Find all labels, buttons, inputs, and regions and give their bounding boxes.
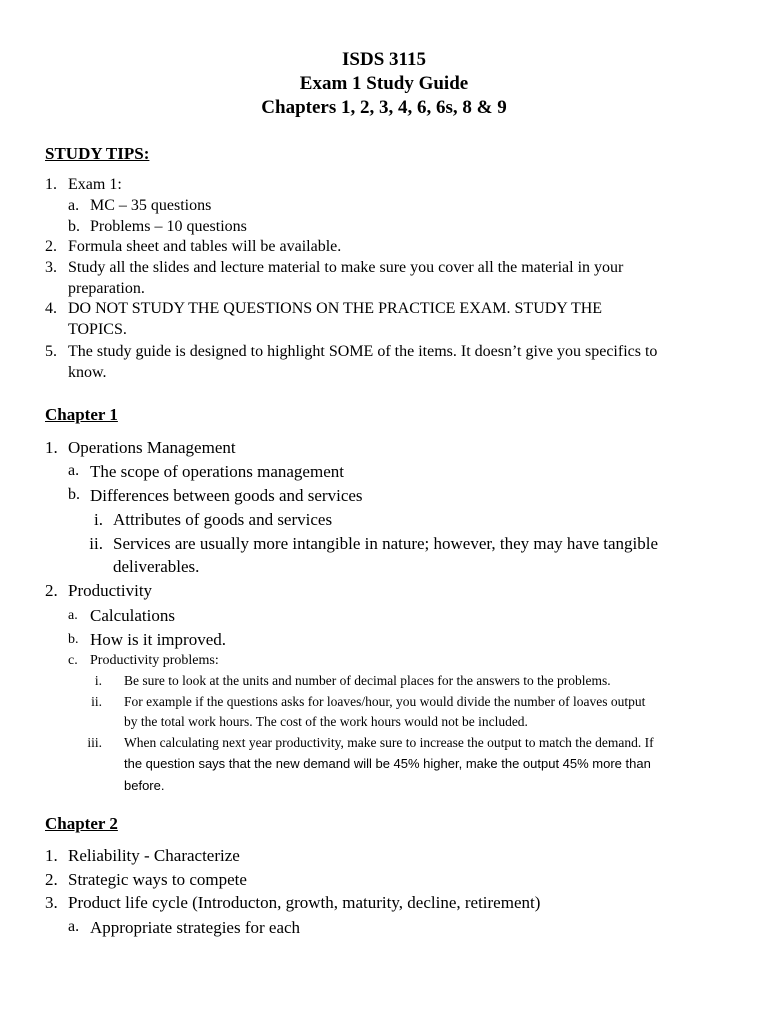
list-item-continuation: TOPICS. (68, 321, 127, 338)
list-item: a. Calculations (68, 606, 175, 625)
study-tips-heading: STUDY TIPS: (45, 144, 150, 163)
chapter-2-heading: Chapter 2 (45, 814, 118, 833)
list-item-continuation: the question says that the new demand will be 45% higher, make the output 45% more than (124, 756, 651, 771)
list-item: 5. The study guide is designed to highlight SOME of the items. It doesn’t give you specifics to (45, 343, 658, 360)
list-item: 3. Study all the slides and lecture material to make sure you cover all the material in your (45, 259, 624, 276)
list-item: c. Productivity problems: (68, 653, 219, 668)
exam-title: Exam 1 Study Guide (299, 73, 469, 94)
list-item: a. The scope of operations management (68, 462, 344, 481)
list-item: ii. For example if the questions asks for loaves/hour, you would divide the number of loaves output (91, 694, 646, 709)
list-item: 1. Operations Management (45, 438, 236, 457)
list-item: 2. Productivity (45, 581, 153, 600)
list-item: 1. Exam 1: (45, 176, 122, 193)
list-item: 2. Strategic ways to compete (45, 870, 247, 889)
course-title: ISDS 3115 (342, 49, 426, 70)
list-item: 1. Reliability - Characterize (45, 846, 240, 865)
list-item: iii. When calculating next year productivity, make sure to increase the output to match the demand. If (87, 735, 654, 750)
list-item-continuation: by the total work hours. The cost of the work hours would not be included. (124, 714, 528, 729)
chapter-1-heading: Chapter 1 (45, 405, 118, 424)
list-item: i. Be sure to look at the units and number of decimal places for the answers to the problems. (94, 673, 611, 688)
list-item: b. Differences between goods and services (68, 486, 363, 505)
list-item: a. MC – 35 questions (68, 197, 212, 214)
list-item: a. Appropriate strategies for each (68, 918, 301, 937)
list-item: b. How is it improved. (68, 630, 226, 649)
list-item-continuation: deliverables. (113, 557, 200, 576)
list-item: i. Attributes of goods and services (94, 510, 333, 529)
list-item-continuation: know. (68, 364, 107, 381)
list-item: ii. Services are usually more intangible in nature; however, they may have tangible (89, 534, 659, 553)
chapters-title: Chapters 1, 2, 3, 4, 6, 6s, 8 & 9 (261, 97, 507, 118)
list-item-continuation: before. (124, 778, 165, 793)
list-item-continuation: preparation. (68, 280, 145, 297)
list-item: 2. Formula sheet and tables will be available. (45, 238, 342, 255)
list-item: 4. DO NOT STUDY THE QUESTIONS ON THE PRACTICE EXAM. STUDY THE (45, 300, 603, 317)
list-item: b. Problems – 10 questions (68, 218, 247, 235)
list-item: 3. Product life cycle (Introducton, growth, maturity, decline, retirement) (45, 893, 541, 912)
